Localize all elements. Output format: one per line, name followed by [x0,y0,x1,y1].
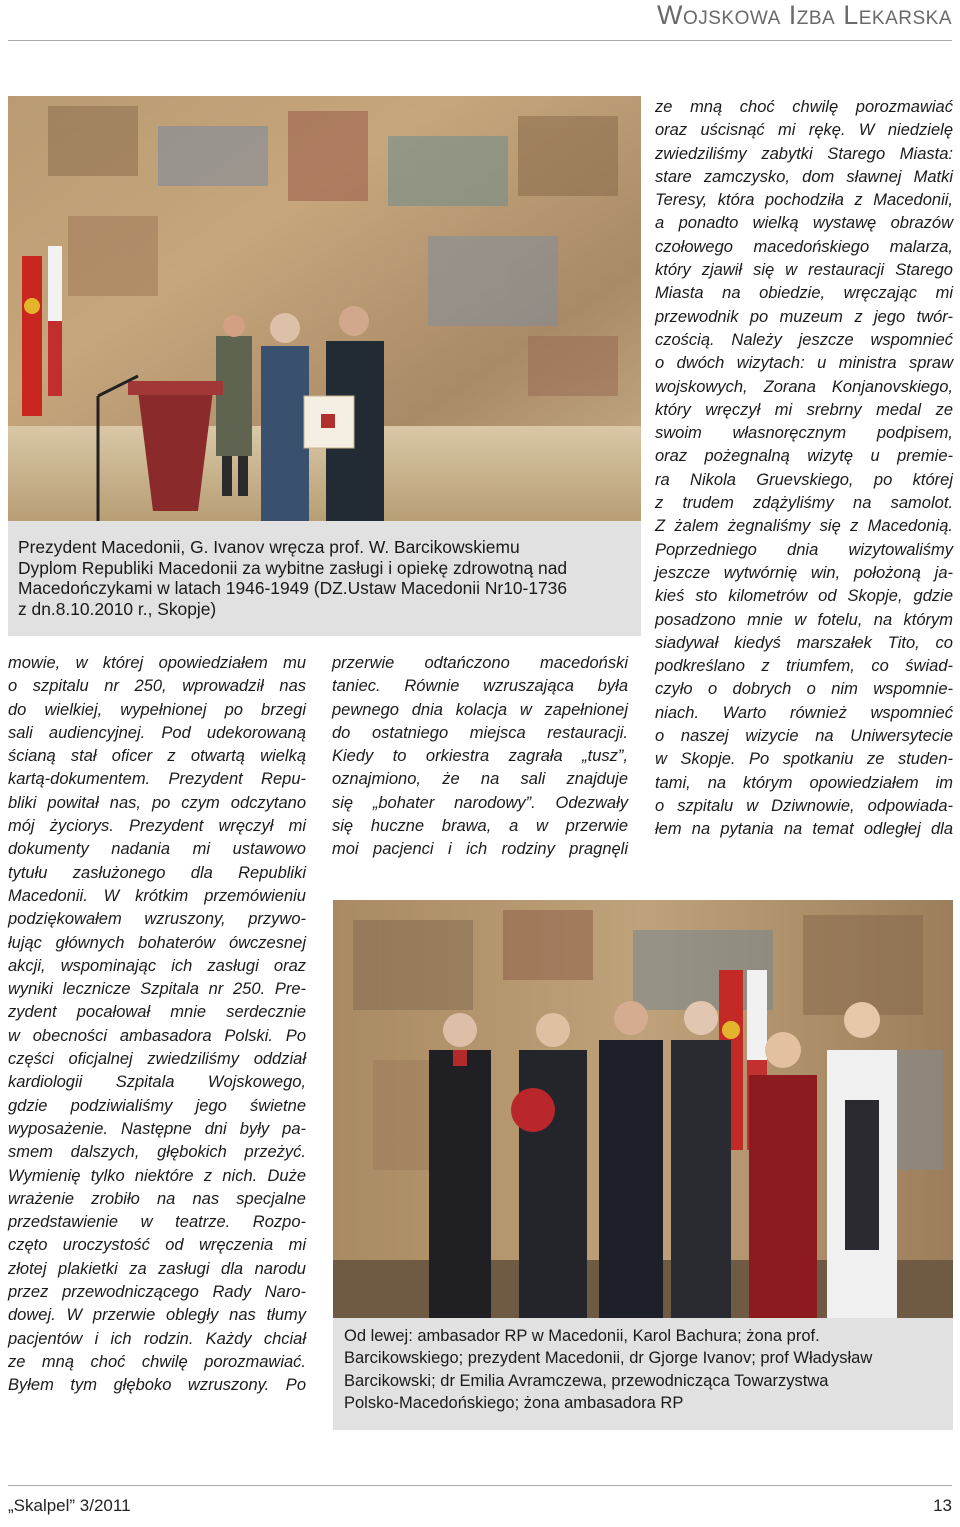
text-line: siadywał kiedyś marszałek Tito, co [655,633,953,652]
text-line: kardiologii Szpitala Wojskowego, [8,1073,306,1092]
group-photo [333,900,953,1318]
text-line: pacjentów i ich rodzin. Każdy chciał [8,1329,306,1348]
text-line: zwiedziliśmy zabytki Starego Miasta: [655,144,953,163]
text-line: ścianą stał oficer z otwartą wielką [8,747,306,766]
caption-line: Barcikowski; dr Emilia Avramczewa, przewodnicząca Towarzystwa [344,1371,829,1390]
text-line: czyło o dobrych o nim wspomnie- [655,680,953,699]
article-column-right [655,96,953,842]
text-line: swoim własnoręcznym podpisem, [655,424,953,443]
text-line: o dwóch wizytach: u ministra spraw [655,354,953,373]
photo2-caption [344,1325,944,1414]
text-line: do wielkiej, wypełnionej po brzegi [8,700,306,719]
text-line: w obecności ambasadora Polski. Po [8,1026,306,1045]
text-line: ze mną choć chwilę porozmawiać. [8,1352,306,1371]
text-line: o naszej wizycie na Uniwersytecie [655,727,953,746]
text-line: złotej plakietki za zasługi dla narodu [8,1259,306,1278]
photo1-caption [18,537,633,619]
ceremony-photo-icon [8,96,641,521]
caption-line: Macedończykami w latach 1946-1949 (DZ.Ustaw Macedonii Nr10-1736 [18,578,568,598]
text-line: wyposażenie. Następne dni były pa- [8,1119,306,1138]
text-line: przedstawienie w teatrze. Rozpo- [8,1213,306,1232]
text-line: przewodnik po muzeum z jego twór- [655,307,953,326]
text-line: który zjawił się w restauracji Starego [655,261,953,280]
text-line: podziękowałem wzruszony, przywo- [8,910,306,929]
text-line: z trudem zdążyliśmy na samolot. [655,494,953,513]
caption-line: Polsko-Macedońskiego; żona ambasadora RP [344,1393,684,1412]
journal-issue: „Skalpel” 3/2011 [8,1496,131,1515]
text-line: łując głównych bohaterów ówczesnej [8,933,306,952]
text-line: kartą-dokumentem. Prezydent Repu- [8,770,306,789]
text-line: Poprzedniego dnia wizytowaliśmy [655,540,953,559]
text-line: czością. Należy jeszcze wspomnieć [655,330,953,349]
text-line: stare zamczysko, dom sławnej Matki [655,167,953,186]
text-line: się huczne brawa, a w przerwie [332,817,628,836]
text-line: w Skopje. Po spotkaniu ze studen- [655,750,953,769]
page-number: 13 [933,1496,952,1515]
text-line: a ponadto wielką wystawę obrazów [655,214,953,233]
caption-line: Barcikowskiego; prezydent Macedonii, dr Gjorge Ivanov; prof Władysław [344,1349,873,1368]
text-line: Byłem tym głęboko wzruszony. Po [8,1376,306,1395]
text-line: tytułu zasłużonego dla Republiki [8,863,306,882]
text-line: Teresy, która pochodziła z Macedonii, [655,191,953,210]
footer-divider [8,1485,952,1486]
running-header-title: Wojskowa Izba Lekarska [656,0,952,30]
text-line: Z żalem żegnaliśmy się z Macedonią. [655,517,953,536]
text-line: części oficjalnej zwiedziliśmy oddział [8,1050,306,1069]
text-line: moi pacjenci i ich rodziny pragnęli [332,840,628,859]
text-line: akcji, wspominając ich zasługi oraz [8,956,306,975]
text-line: o szpitalu nr 250, wprowadził nas [8,677,306,696]
text-line: mowie, w której opowiedziałem mu [8,654,306,672]
caption-line: Dyplom Republiki Macedonii za wybitne zasługi i opiekę zdrowotną nad [18,557,568,578]
text-line: ze mną choć chwilę porozmawiać [655,98,953,116]
ceremony-photo [8,96,641,521]
article-column-left [8,652,306,1398]
text-line: podkreślano z triumfem, co świad- [655,657,953,676]
text-line: sali audiencyjnej. Pod udekorowaną [8,723,306,742]
text-line: się „bohater narodowy”. Odezwały [332,793,628,812]
text-line: oraz uścisnąć mi rękę. W niedzielę [655,121,953,140]
text-line: gdzie podziwialiśmy jego świetne [8,1096,306,1115]
text-line: wojskowych, Zorana Konjanovskiego, [655,377,953,396]
text-line: o szpitalu w Dziwnowie, odpowiada- [655,796,953,815]
text-line: Macedonii. W krótkim przemówieniu [8,886,306,905]
article-column-middle [332,652,628,862]
text-line: przez przewodniczącego Rady Naro- [8,1283,306,1302]
text-line: posadzono mnie w fotelu, na którym [655,610,953,629]
text-line: bliki powitał nas, po czym odczytano [8,793,306,812]
text-line: smem dalszych, głębokich przeżyć. [8,1143,306,1162]
text-line: tami, na którym opowiedziałem im [655,773,953,792]
text-line: dowej. W przerwie obległy nas tłumy [8,1306,306,1325]
text-line: Kiedy to orkiestra zagrała „tusz”, [332,747,628,766]
header-divider [8,40,952,41]
text-line: ra Nikola Gruevskiego, po której [655,470,953,489]
text-line: Wymienię tylko niektóre z nich. Duże [8,1166,306,1185]
text-line: jeszcze wytwórnię win, położoną ja- [655,563,953,582]
text-line: oraz pożegnalną wizytę u premie- [655,447,953,466]
text-line: częto uroczystość od wręczenia mi [8,1236,306,1255]
text-line: zydent pocałował mnie serdecznie [8,1003,306,1022]
caption-line: Od lewej: ambasador RP w Macedonii, Karol Bachura; żona prof. [344,1327,820,1345]
text-line: niach. Warto również wspomnieć [655,703,953,722]
text-line: czołowego macedońskiego malarza, [655,237,953,256]
text-line: przerwie odtańczono macedoński [332,654,628,672]
text-line: pewnego dnia kolacja w zapełnionej [332,700,628,719]
text-line: który wręczył mi srebrny medal ze [655,400,953,419]
text-line: wrażenie zrobiło na nas specjalne [8,1189,306,1208]
text-line: Miasta na obiedzie, wręczając mi [655,284,953,303]
text-line: taniec. Równie wzruszająca była [332,677,628,696]
text-line: oznajmiono, że na sali znajduje [332,770,628,789]
text-line: łem na pytania na temat odległej dla [655,820,953,839]
text-line: kieś sto kilometrów od Skopje, gdzie [655,587,953,606]
caption-line: Prezydent Macedonii, G. Ivanov wręcza prof. W. Barcikowskiemu [18,537,520,557]
text-line: wyniki lecznicze Szpitala nr 250. Pre- [8,980,306,999]
text-line: dokumenty nadania mi ustawowo [8,840,306,859]
text-line: mój życiorys. Prezydent wręczył mi [8,817,306,836]
caption-line: z dn.8.10.2010 r., Skopje) [18,598,217,619]
text-line: do ostatniego miejsca restauracji. [332,723,628,742]
group-photo-icon [333,900,953,1318]
